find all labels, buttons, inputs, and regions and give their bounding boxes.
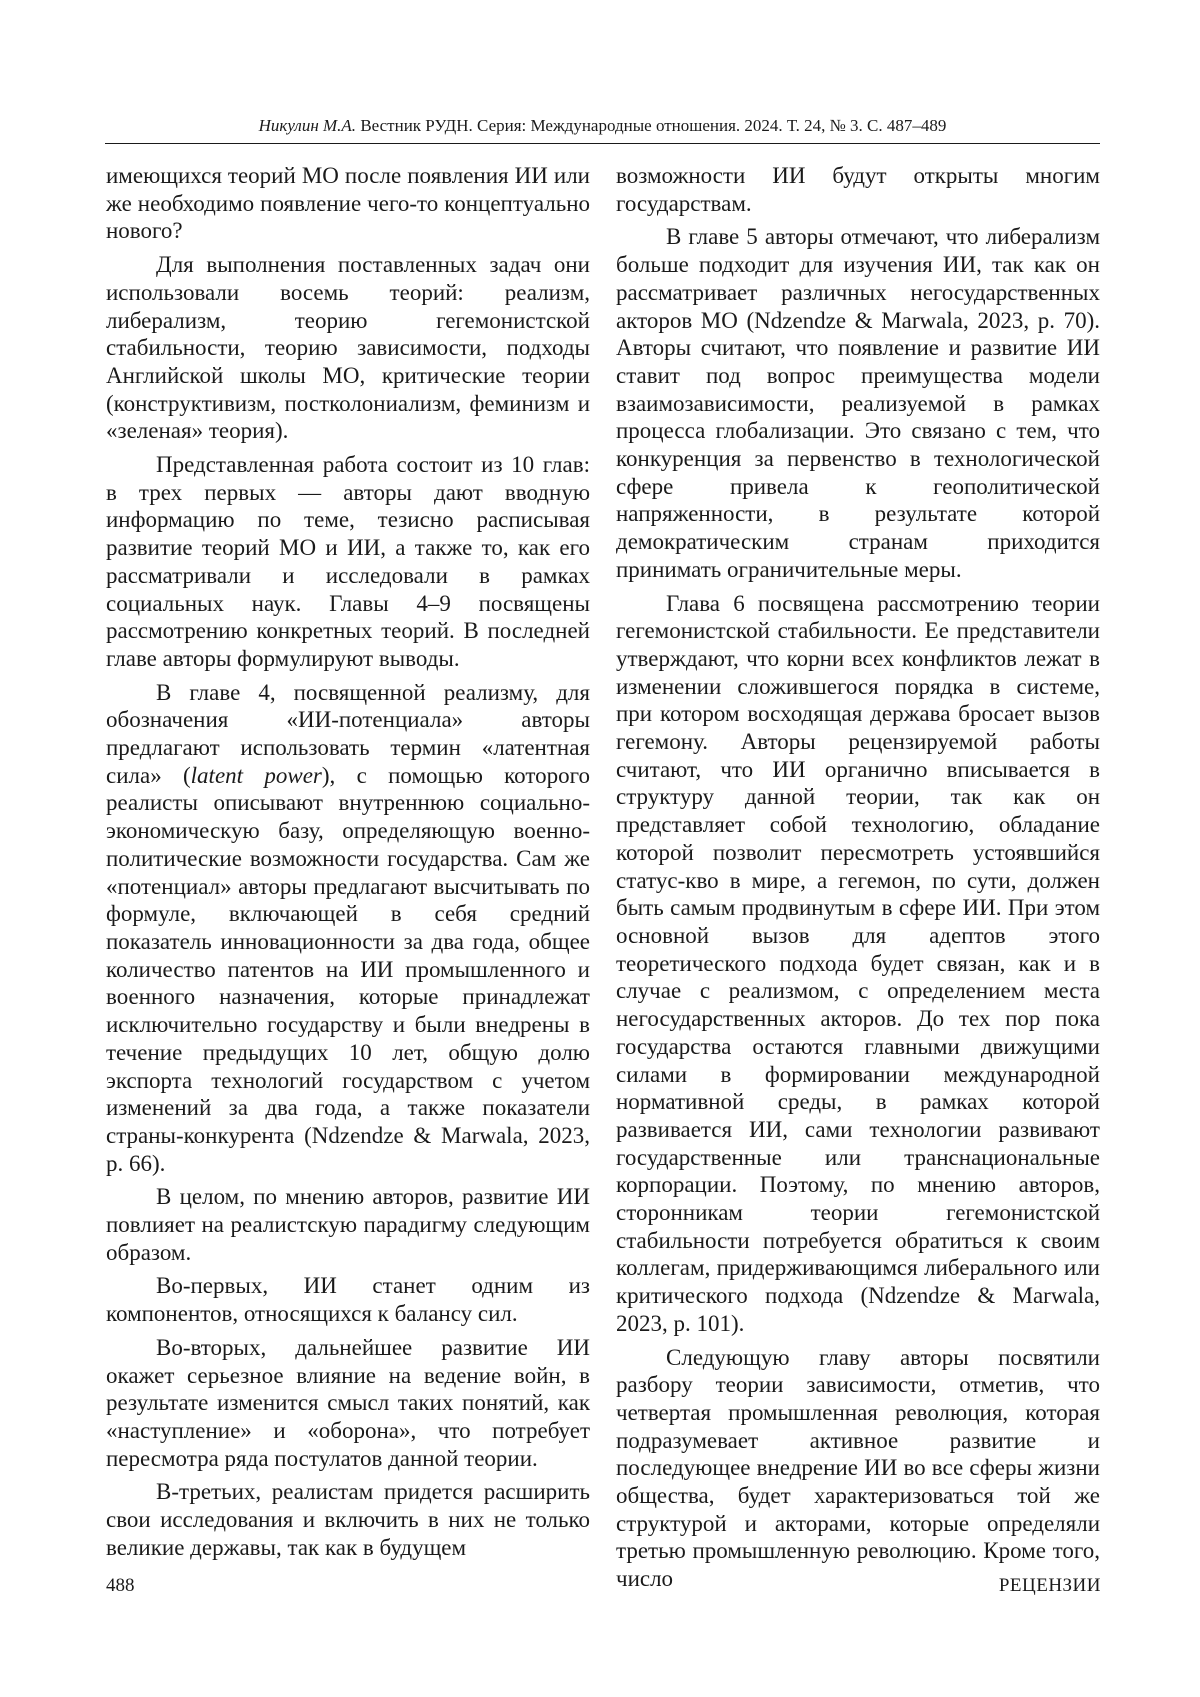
page-number: 488	[106, 1575, 135, 1596]
paragraph: Представленная работа состоит из 10 глав: в трех первых — авторы дают вводную информацию по теме, тезисно расписывая развитие теорий МО и ИИ, а также то, как его рассматривали и исследовали в рамках социальных наук. Главы 4–9 посвящены рассмотрению конкретных теорий. В последней главе авторы формулируют выводы.	[106, 452, 590, 671]
paragraph: Во-первых, ИИ станет одним из компонентов, относящихся к балансу сил.	[106, 1273, 590, 1327]
running-head-author: Никулин М.А.	[258, 116, 357, 135]
paragraph: В главе 5 авторы отмечают, что либерализм больше подходит для изучения ИИ, так как он рассматривает различных негосударственных акторов МО (Ndzendze & Marwala, 2023, p. 70). Авторы считают, что появление и развитие ИИ ставит под вопрос преимущества модели взаимозависимости, реализуемой в рамках процесса глобализации. Это связано с тем, что конкуренция за первенство в технологической сфере привела к геополитической напряженности, в результате которой демократическим странам приходится принимать ограничительные меры.	[616, 224, 1100, 582]
running-head	[105, 115, 1100, 137]
running-head-citation: Вестник РУДН. Серия: Международные отношения. 2024. Т. 24, № 3. С. 487–489	[356, 116, 947, 135]
paragraph-text: ), с помощью которого реалисты описывают внутреннюю социально-экономическую базу, определяющую военно-политические возможности государства. Сам же «потенциал» авторы предлагают высчитывать по формуле, включающей в себя средний показатель инновационности за два года, общее количество патентов на ИИ промышленного и военного назначения, которые принадлежат исключительно государству и были внедрены в течение предыдущих 10 лет, общую долю экспорта технологий государством с учетом изменений за два года, а также показатели страны-конкурента (Ndzendze & Marwala, 2023, p. 66).	[106, 762, 590, 1176]
latin-term: latent power	[190, 762, 322, 788]
paragraph: Для выполнения поставленных задач они использовали восемь теорий: реализм, либерализм, теорию гегемонистской стабильности, теорию зависимости, подходы Английской школы МО, критические теории (конструктивизм, постколониализм, феминизм и «зеленая» теория).	[106, 252, 590, 444]
paragraph: Глава 6 посвящена рассмотрению теории гегемонистской стабильности. Ее представители утверждают, что корни всех конфликтов лежат в изменении сложившегося порядка в системе, при котором восходящая держава бросает вызов гегемону. Авторы рецензируемой работы считают, что ИИ органично вписывается в структуру данной теории, так как он представляет собой технологию, обладание которой позволит пересмотреть устоявшийся статус-кво в мире, а гегемон, по сути, должен быть самым продвинутым в сфере ИИ. При этом основной вызов для адептов этого теоретического подхода будет связан, как и в случае с реализмом, с определением места негосударственных акторов. До тех пор пока государства остаются главными движущими силами в формировании международной нормативной среды, в рамках которой развивается ИИ, сами технологии развивают государственные или транснациональные корпорации. Поэтому, по мнению авторов, сторонникам теории гегемонистской стабильности потребуется обратиться к своим коллегам, придерживающимся либерального или критического подхода (Ndzendze & Marwala, 2023, p. 101).	[616, 590, 1100, 1336]
paragraph: имеющихся теорий МО после появления ИИ или же необходимо появление чего-то концептуально нового?	[106, 163, 590, 244]
paragraph: Во-вторых, дальнейшее развитие ИИ окажет серьезное влияние на ведение войн, в результате изменится смысл таких понятий, как «наступление» и «оборона», что потребует пересмотра ряда постулатов данной теории.	[106, 1334, 590, 1471]
paragraph	[106, 679, 590, 1178]
header-rule	[105, 143, 1100, 144]
paragraph-text: В главе 4, посвященной реализму, для обозначения «ИИ-потенциала» авторы предлагают использовать термин «латентная сила» (	[106, 679, 590, 788]
paragraph: В-третьих, реалистам придется расширить свои исследования и включить в них не только великие державы, так как в будущем	[106, 1479, 590, 1560]
section-name: РЕЦЕНЗИИ	[998, 1575, 1101, 1596]
paragraph: В целом, по мнению авторов, развитие ИИ повлияет на реалистскую парадигму следующим образом.	[106, 1184, 590, 1265]
right-column	[616, 162, 1100, 1593]
paragraph: Следующую главу авторы посвятили разбору теории зависимости, отметив, что четвертая промышленная революция, которая подразумевает активное развитие и последующее внедрение ИИ во все сферы жизни общества, будет характеризоваться той же структурой и акторами, которые определяли третью промышленную революцию. Кроме того, число	[616, 1344, 1100, 1592]
paragraph: возможности ИИ будут открыты многим государствам.	[616, 163, 1100, 216]
left-column	[106, 162, 590, 1561]
